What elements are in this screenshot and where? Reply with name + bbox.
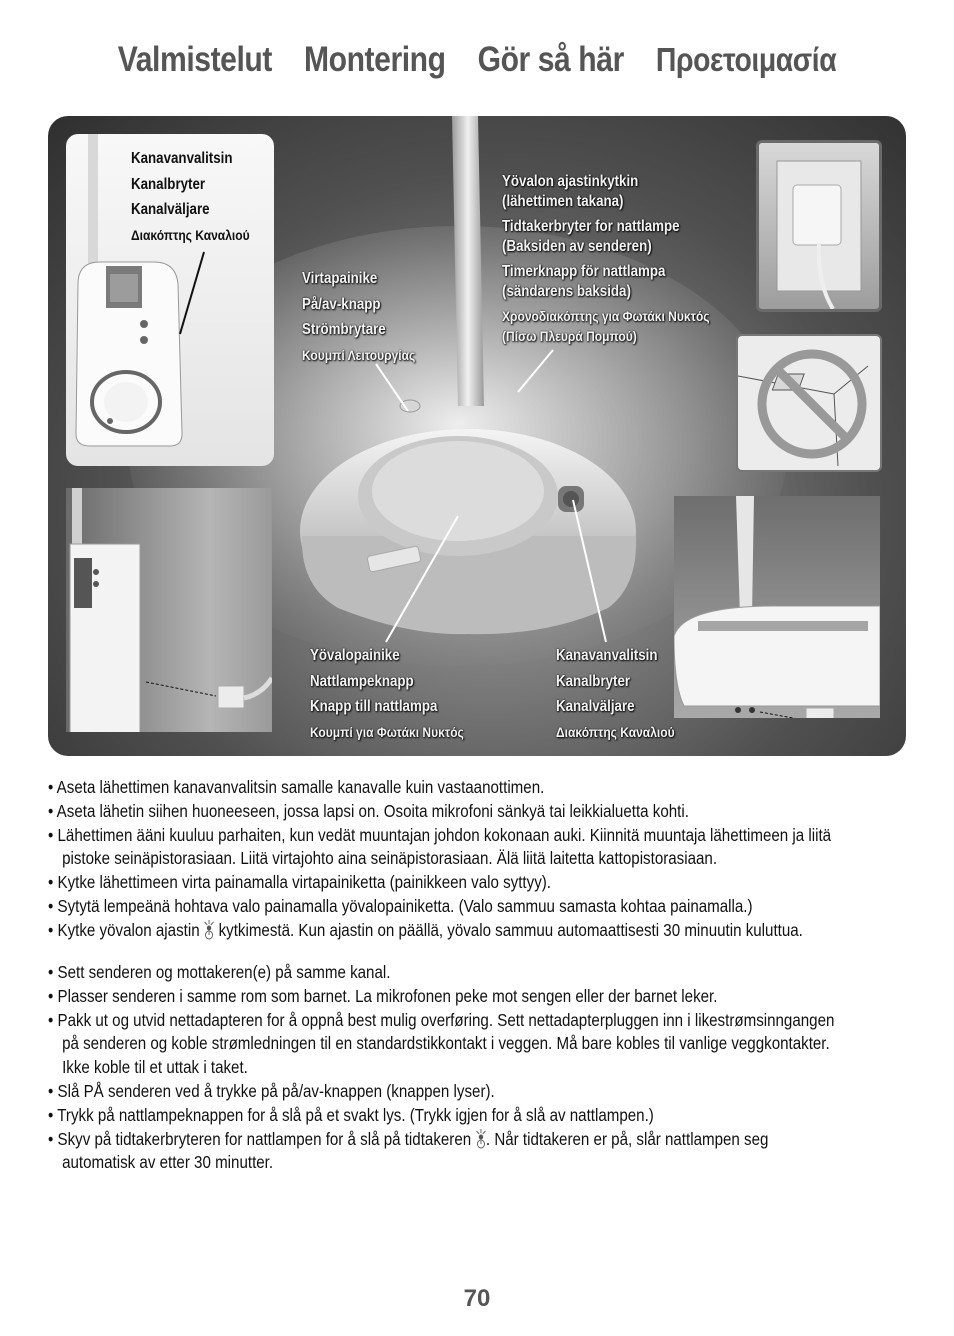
list-item: • Aseta lähetin siihen huoneeseen, jossa lapsi on. Osoita mikrofoni sänkyä tai leikkialuetta kohti. <box>48 800 689 821</box>
list-item: • Trykk på nattlampeknappen for å slå på et svakt lys. (Trykk igjen for å slå av nattlampen.) <box>48 1104 654 1125</box>
product-illustration <box>48 116 906 756</box>
transmitter-rear-inset <box>674 496 880 718</box>
title-finnish: Valmistelut <box>117 40 272 79</box>
norwegian-instructions <box>48 961 840 1175</box>
list-item: • Slå PÅ senderen ved å trykke på på/av-knappen (knappen lyser). <box>48 1080 495 1101</box>
list-item: • Plasser senderen i samme rom som barnet. La mikrofonen peke mot sengen eller der barnet leker. <box>48 985 718 1006</box>
transmitter-rear-illustration <box>674 496 880 718</box>
list-item: • Aseta lähettimen kanavanvalitsin samalle kanavalle kuin vastaanottimen. <box>48 777 545 797</box>
title-norwegian: Montering <box>303 40 446 79</box>
prohibited-icon <box>738 336 880 470</box>
list-item: • Kytke yövalon ajastin kytkimestä. Kun ajastin on päällä, yövalo sammuu automaattisesti 30 minuutin kuluttua. <box>48 919 803 940</box>
page-title <box>67 40 887 80</box>
list-item: • Sett senderen og mottakeren(e) på samme kanal. <box>48 962 391 982</box>
finnish-instructions <box>48 776 840 943</box>
night-light-button-label: Yövalopainike Nattlampeknapp Knapp till nattlampa Κουμπί για Φωτάκι Νυκτός <box>310 647 464 740</box>
timer-icon <box>204 920 215 940</box>
page-number: 70 <box>463 1285 491 1312</box>
title-greek: Προετοιμασία <box>655 41 837 78</box>
list-item: • Kytke lähettimeen virta painamalla virtapainiketta (painikkeen valo syttyy). <box>48 872 552 893</box>
wall-outlet-icon <box>759 143 879 309</box>
ceiling-outlet-inset <box>736 334 882 472</box>
receiver-inset <box>66 134 274 466</box>
receiver-channel-switch-label: Kanavanvalitsin Kanalbryter Kanalväljare Διακόπτης Καναλιού <box>131 150 250 243</box>
title-swedish: Gör så här <box>477 40 624 79</box>
power-button-label: Virtapainike På/av-knapp Strömbrytare Κουμπί Λειτουργίας <box>302 270 416 363</box>
list-item: • Lähettimen ääni kuuluu parhaiten, kun vedät muuntajan johdon kokonaan auki. Kiinnitä muuntaja lähettimeen ja liitä pistoke seinäpistorasiaan. Liitä virtajohto aina seinäpistorasiaan. Älä liitä laitetta kattopistorasiaan. <box>48 824 832 869</box>
list-item: • Skyv på tidtakerbryteren for nattlampen for å slå på tidtakeren . Når tidtakeren er på, slår nattlampen seg automatisk av etter 30 minutter. <box>48 1128 769 1173</box>
list-item: • Pakk ut og utvid nettadapteren for å oppnå best mulig overføring. Sett nettadapterpluggen inn i likestrømsinngangen på senderen og koble strømledningen til en standardstikkontakt i veggen. Må bare kobles til vanlige veggkontakter. Ikke koble til et uttak i taket. <box>48 1009 835 1078</box>
transmitter-channel-switch-label: Kanavanvalitsin Kanalbryter Kanalväljare Διακόπτης Καναλιού <box>556 647 675 740</box>
transmitter-plug-inset <box>66 488 272 732</box>
night-light-timer-label: Yövalon ajastinkytkin (lähettimen takana) Tidtakerbryter for nattlampe (Baksiden av senderen) Timerknapp för nattlampa (sändarens baksida) Χρονοδιακόπτης για Φωτάκι Νυκτός (Πίσω Πλευρά Πομπού) <box>502 173 710 344</box>
wall-outlet-inset <box>756 140 882 312</box>
list-item: • Sytytä lempeänä hohtava valo painamalla yövalopainiketta. (Valo sammuu samasta kohtaa painamalla.) <box>48 895 753 916</box>
timer-icon <box>475 1129 486 1149</box>
transmitter-side-illustration <box>66 488 272 732</box>
